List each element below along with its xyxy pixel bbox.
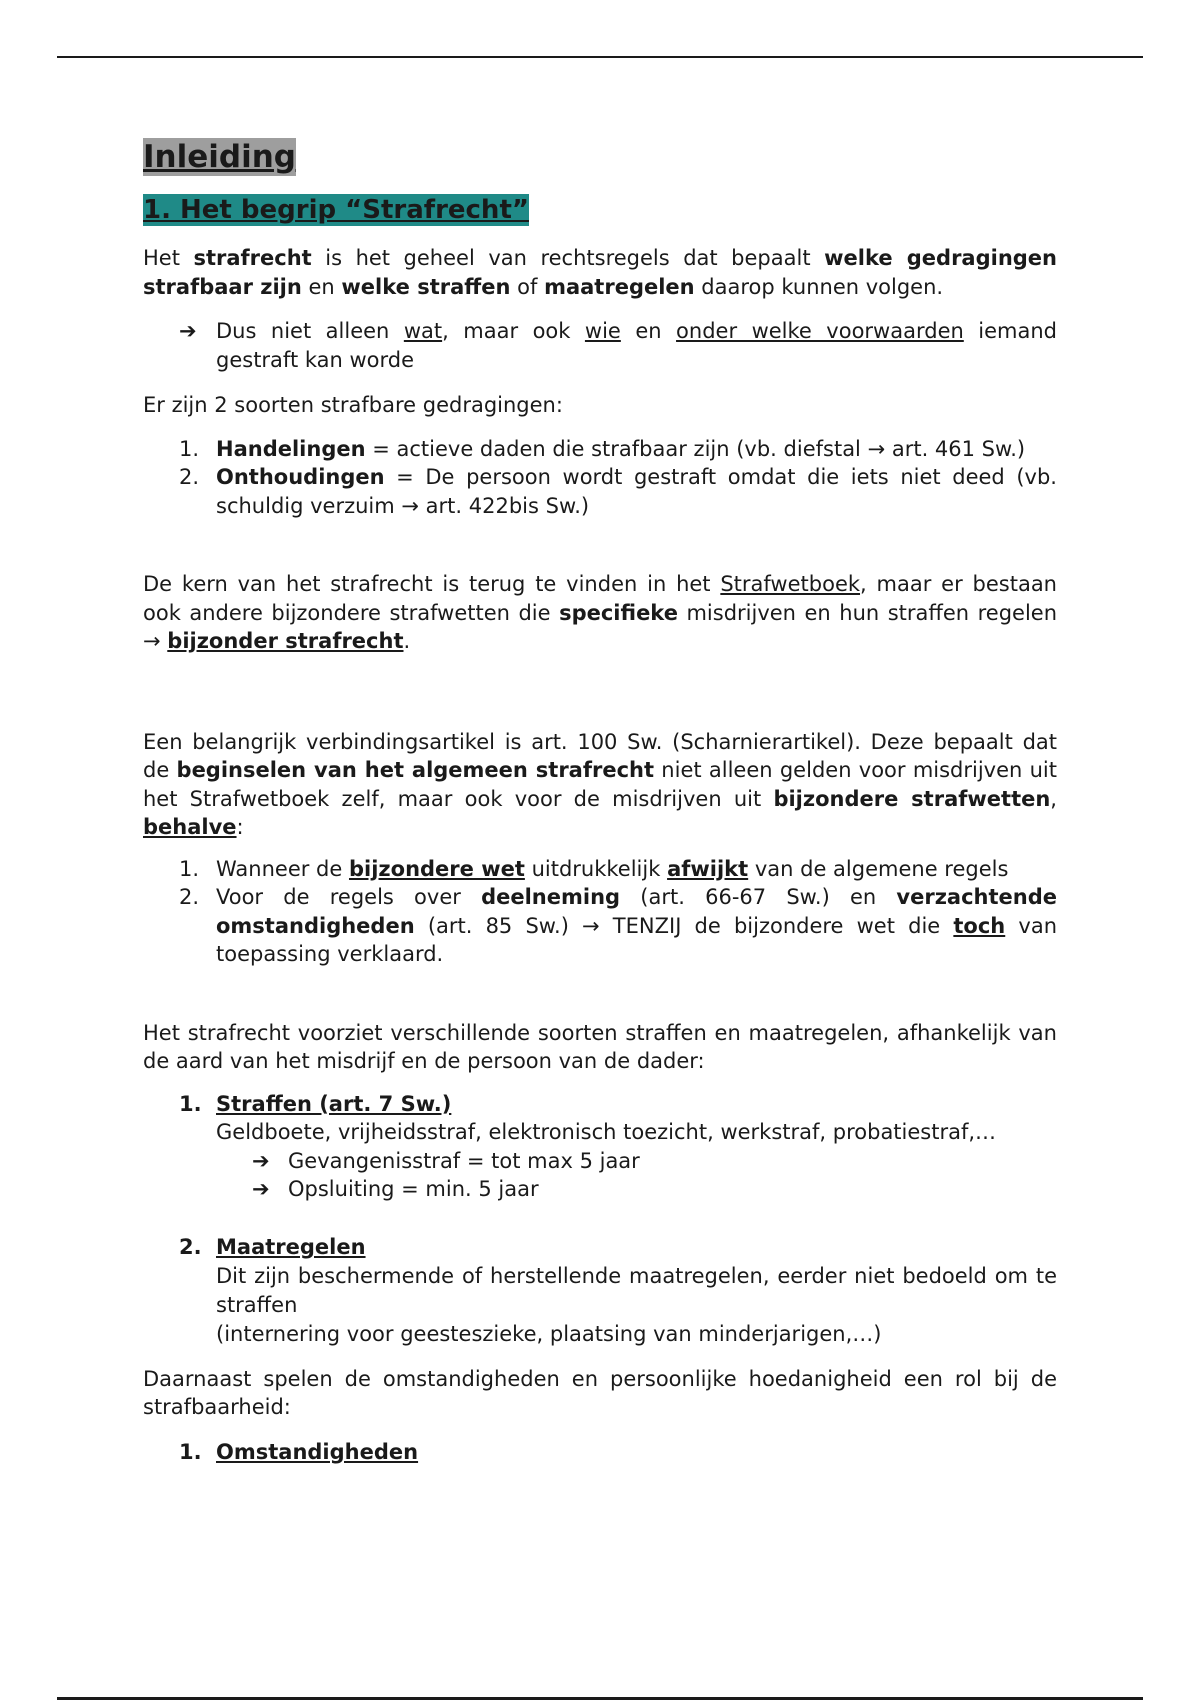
list-item-title: Maatregelen [216, 1235, 366, 1259]
arrow-right-icon: ➔ [179, 319, 197, 343]
list-straffen [143, 1090, 1057, 1119]
list-item: 1. Handelingen = actieve daden die strafbaar zijn (vb. diefstal → art. 461 Sw.) [179, 436, 1026, 461]
list-uitzonderingen [143, 855, 1057, 969]
document-body [143, 138, 1057, 1466]
maatregelen-examples: (internering voor geesteszieke, plaatsing van minderjarigen,…) [216, 1321, 882, 1346]
maatregelen-description: Dit zijn beschermende of herstellende maatregelen, eerder niet bedoeld om te straffen [216, 1263, 1057, 1317]
paragraph-scharnierartikel: Een belangrijk verbindingsartikel is art. 100 Sw. (Scharnierartikel). Deze bepaalt dat de beginselen van het algemeen strafrecht niet alleen gelden voor misdrijven uit het Strafwetboek zelf, maar ook voor de misdrijven uit bijzondere strafwetten, behalve: [143, 729, 1057, 839]
arrow-item: ➔ Gevangenisstraf = tot max 5 jaar [252, 1149, 640, 1173]
arrow-right-icon: ➔ [252, 1149, 270, 1173]
list-omstandigheden [143, 1438, 1057, 1467]
paragraph-straffen-maatregelen: Het strafrecht voorziet verschillende soorten straffen en maatregelen, afhankelijk van de aard van het misdrijf en de persoon van de dader: [143, 1020, 1057, 1073]
list-gedragingen [143, 435, 1057, 521]
list-item-title: Omstandigheden [216, 1439, 419, 1464]
list-item-title: Straffen (art. 7 Sw.) [216, 1091, 452, 1116]
paragraph-kern: De kern van het strafrecht is terug te vinden in het Strafwetboek, maar er bestaan ook andere bijzondere strafwetten die specifieke misdrijven en hun straffen regelen → bijzonder strafrecht. [143, 572, 1058, 653]
list-item: 2. Voor de regels over deelneming (art. 66-67 Sw.) en verzachtende omstandigheden (art. 85 Sw.) → TENZIJ de bijzondere wet die toch van toepassing verklaard. [179, 885, 1057, 966]
paragraph-soorten: Er zijn 2 soorten strafbare gedragingen: [143, 393, 563, 417]
list-item: 2. Onthoudingen = De persoon wordt gestraft omdat die iets niet deed (vb. schuldig verzuim → art. 422bis Sw.) [179, 465, 1057, 518]
paragraph-daarnaast: Daarnaast spelen de omstandigheden en persoonlijke hoedanigheid een rol bij de strafbaarheid: [143, 1366, 1057, 1419]
arrow-note: ➔ Dus niet alleen wat, maar ook wie en onder welke voorwaarden iemand gestraft kan worde [179, 319, 1057, 372]
paragraph-definition: Het strafrecht is het geheel van rechtsregels dat bepaalt welke gedragingen strafbaar zijn en welke straffen of maatregelen daarop kunnen volgen. [143, 246, 1057, 299]
heading-inleiding: Inleiding [143, 139, 296, 175]
list-item-maatregelen: 2. Maatregelen [179, 1235, 366, 1259]
straffen-arrows [143, 1147, 1057, 1203]
list-item-omstandigheden: 1. Omstandigheden [179, 1439, 419, 1464]
list-maatregelen [143, 1233, 1057, 1262]
straffen-description: Geldboete, vrijheidsstraf, elektronisch toezicht, werkstraf, probatiestraf,… [216, 1120, 997, 1144]
header-rule [57, 56, 1143, 58]
list-item-straffen: 1. Straffen (art. 7 Sw.) [179, 1091, 452, 1116]
arrow-item: ➔ Opsluiting = min. 5 jaar [252, 1177, 539, 1201]
heading-begrip-strafrecht: 1. Het begrip “Strafrecht” [143, 195, 529, 225]
arrow-right-icon: ➔ [252, 1177, 270, 1201]
list-item: 1. Wanneer de bijzondere wet uitdrukkelijk afwijkt van de algemene regels [179, 856, 1009, 881]
